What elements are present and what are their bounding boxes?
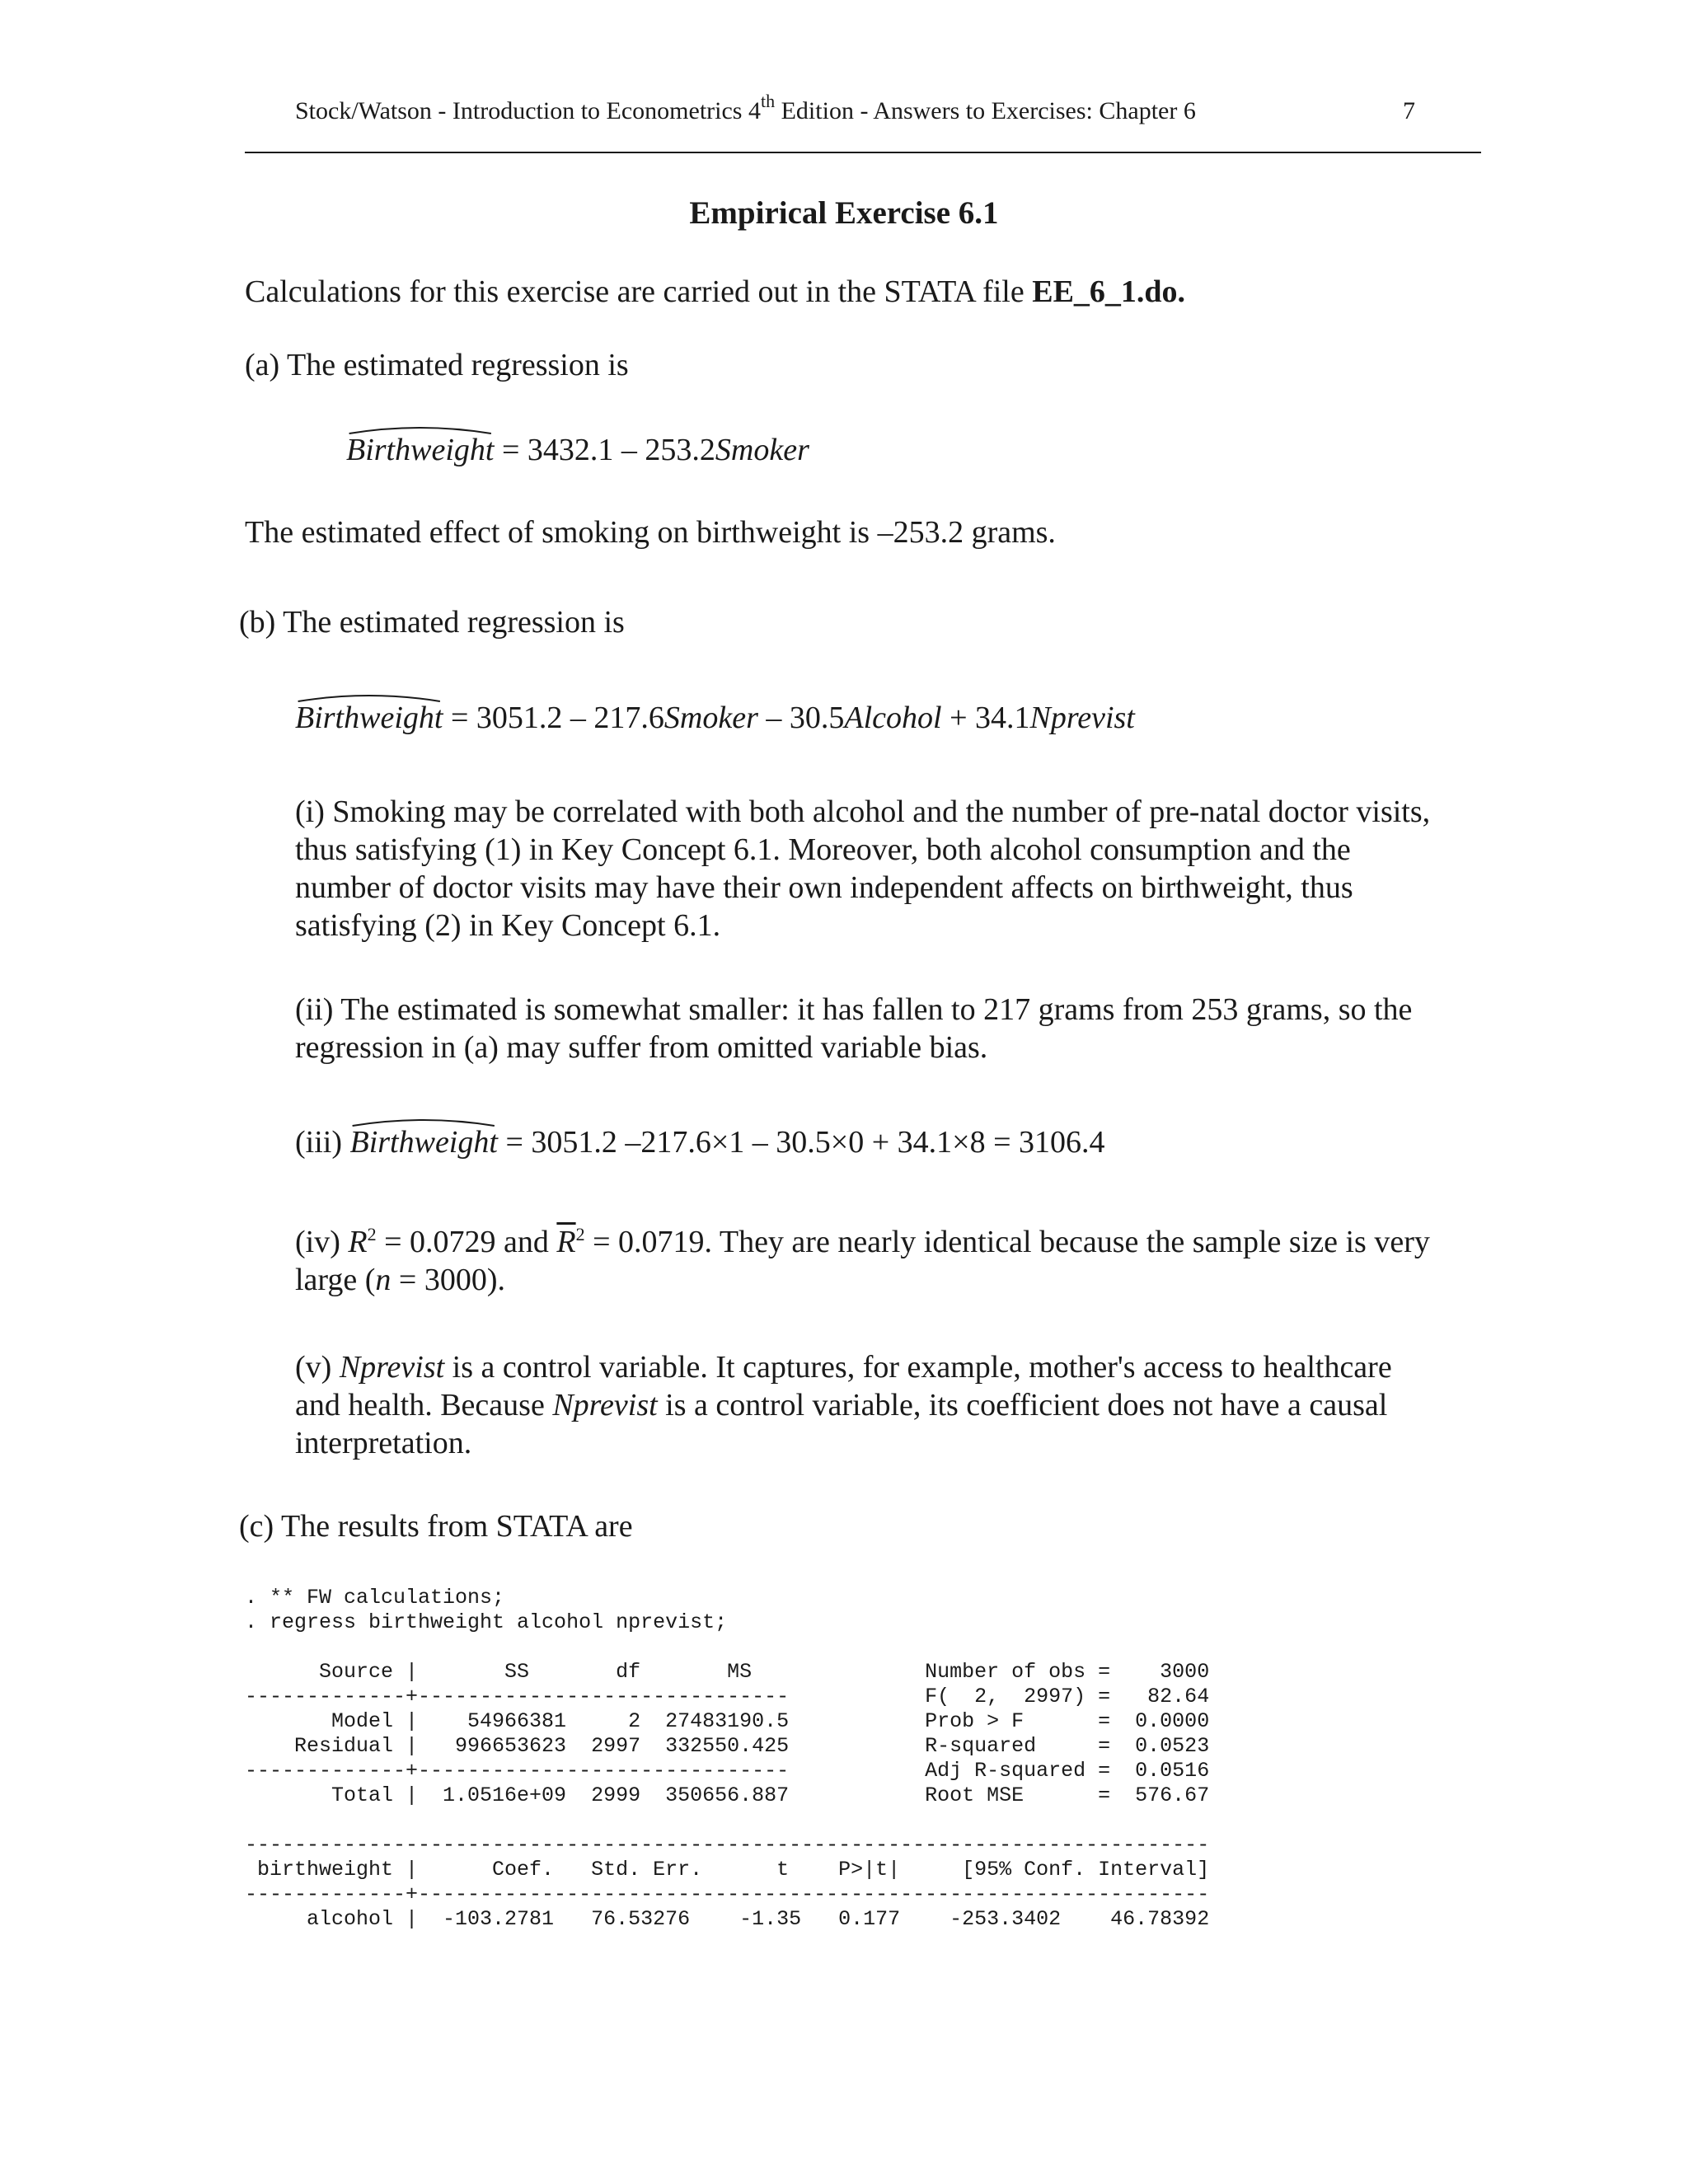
stata-output xyxy=(245,1586,1209,1932)
stata-line: -------------+---------------------------------------------------------------- xyxy=(245,1882,1210,1906)
hat-accent: Birthweight xyxy=(295,700,443,736)
part-a-label: (a) The estimated regression is xyxy=(245,348,629,382)
exercise-title: Empirical Exercise 6.1 xyxy=(689,195,999,231)
part-b-iv: (iv) $R^2 = 0.0729$ and $\overline{R}^2 = 0.0719$. They are nearly identical because the sample size is very large (n = 3000). xyxy=(295,1224,1430,1297)
hat-arc xyxy=(346,422,494,435)
part-b-equation: Birthweight = 3051.2 – 217.6Smoker – 30.5Alcohol + 34.1Nprevist xyxy=(295,700,1135,736)
part-b-i: (i) Smoking may be correlated with both alcohol and the number of pre-natal doctor visits, thus satisfying (1) in Key Concept 6.1. Moreover, both alcohol consumption and the number of doctor visits may have their own independent affects on birthweight, thus satisfying (2) in Key Concept 6.1. xyxy=(295,794,1431,943)
part-b-ii: (ii) The estimated is somewhat smaller: it has fallen to 217 grams from 253 grams, so the regression in (a) may suffer from omitted variable bias. xyxy=(295,992,1413,1065)
part-b-iii: (iii) Birthweight = 3051.2 –217.6×1 – 30.5×0 + 34.1×8 = 3106.4 xyxy=(295,1124,1105,1160)
hat-accent: Birthweight xyxy=(349,1124,497,1160)
stata-line: Residual | 996653623 2997 332550.425 R-squared = 0.0523 xyxy=(245,1734,1210,1758)
part-b-v: (v) Nprevist is a control variable. It captures, for example, mother's access to healthcare and health. Because Nprevist is a control variable, its coefficient does not have a causal interpretation. xyxy=(295,1350,1392,1460)
running-header: Stock/Watson - Introduction to Econometrics 4th Edition - Answers to Exercises: Chapter 6 xyxy=(295,91,1196,124)
stata-line: Total | 1.0516e+09 2999 350656.887 Root MSE = 576.67 xyxy=(245,1783,1210,1807)
stata-line: Model | 54966381 2 27483190.5 Prob > F = 0.0000 xyxy=(245,1709,1210,1733)
part-a-conclusion: The estimated effect of smoking on birthweight is –253.2 grams. xyxy=(245,515,1056,550)
hat-arc xyxy=(349,1114,497,1127)
stata-line: -------------+------------------------------ F( 2, 2997) = 82.64 xyxy=(245,1685,1210,1708)
part-b-label: (b) The estimated regression is xyxy=(239,605,625,640)
page-number: 7 xyxy=(1403,97,1415,124)
part-c-label: (c) The results from STATA are xyxy=(239,1509,633,1544)
stata-line: . regress birthweight alcohol nprevist; xyxy=(245,1610,728,1634)
part-a-equation: Birthweight = 3432.1 – 253.2Smoker xyxy=(346,432,809,468)
hat-accent: Birthweight xyxy=(346,432,494,468)
hat-arc xyxy=(295,690,443,703)
stata-line: ------------------------------------------------------------------------------ xyxy=(245,1833,1210,1857)
stata-line: -------------+------------------------------ Adj R-squared = 0.0516 xyxy=(245,1759,1210,1783)
stata-line xyxy=(245,1635,1209,1660)
r-bar: $\overline{R}$ xyxy=(556,1225,576,1259)
header-rule xyxy=(245,152,1481,153)
stata-line: alcohol | -103.2781 76.53276 -1.35 0.177 -253.3402 46.78392 xyxy=(245,1907,1210,1931)
intro-paragraph: Calculations for this exercise are carried out in the STATA file EE_6_1.do. xyxy=(245,274,1186,309)
stata-line: Source | SS df MS Number of obs = 3000 xyxy=(245,1660,1210,1684)
stata-line: birthweight | Coef. Std. Err. t P>|t| [95% Conf. Interval] xyxy=(245,1858,1210,1882)
stata-line xyxy=(245,1808,1209,1833)
stata-line: . ** FW calculations; xyxy=(245,1586,505,1610)
